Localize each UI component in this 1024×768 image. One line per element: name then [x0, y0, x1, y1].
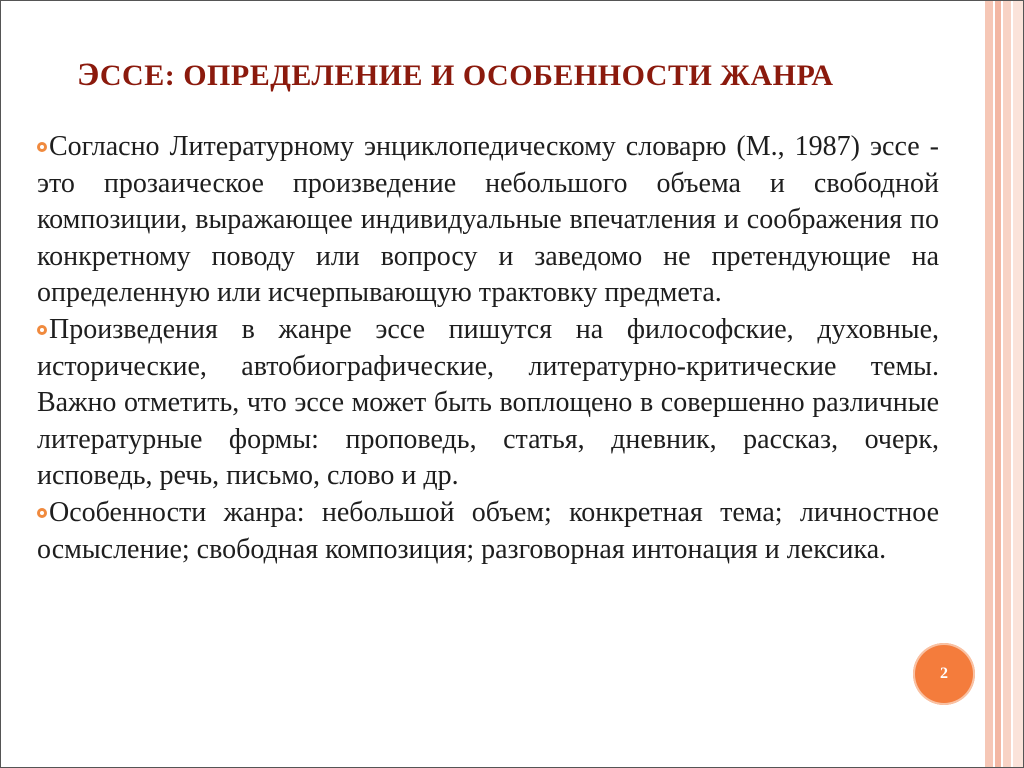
bullet-paragraph-2 [37, 312, 939, 495]
side-stripe [1013, 1, 1023, 768]
paragraph-text: Согласно Литературному энциклопедическому словарю (М., 1987) эссе - это прозаическое произведение небольшого объема и свободной композиции, выражающее индивидуальные впечатления и соображения по конкретному поводу или вопросу и заведомо не претендующие на определенную или исчерпывающую трактовку предмета. [37, 131, 939, 309]
bullet-paragraph-3 [37, 495, 939, 568]
slide-title-rest: ССЕ: ОПРЕДЕЛЕНИЕ И ОСОБЕННОСТИ ЖАНРА [99, 59, 834, 92]
paragraph-text: Произведения в жанре эссе пишутся на философские, духовные, исторические, автобиографические, литературно-критические темы. Важно отметить, что эссе может быть воплощено в совершенно различные литературные формы: проповедь, статья, дневник, рассказ, очерк, исповедь, речь, письмо, слово и др. [37, 313, 939, 492]
decorative-side-stripes [985, 1, 1023, 768]
side-stripe [1003, 1, 1011, 768]
circle-bullet-icon [37, 508, 47, 518]
slide-body [37, 129, 939, 568]
circle-bullet-icon [37, 142, 47, 152]
slide-title [77, 57, 937, 94]
page-number: 2 [940, 665, 948, 682]
paragraph-text: Особенности жанра: небольшой объем; конкретная тема; личностное осмысление; свободная композиция; разговорная интонация и лексика. [37, 496, 939, 565]
page-number-badge [913, 643, 975, 705]
circle-bullet-icon [37, 325, 47, 335]
side-stripe [985, 1, 993, 768]
side-stripe [995, 1, 1001, 768]
bullet-paragraph-1 [37, 129, 939, 312]
slide-title-first-letter: Э [77, 57, 100, 93]
